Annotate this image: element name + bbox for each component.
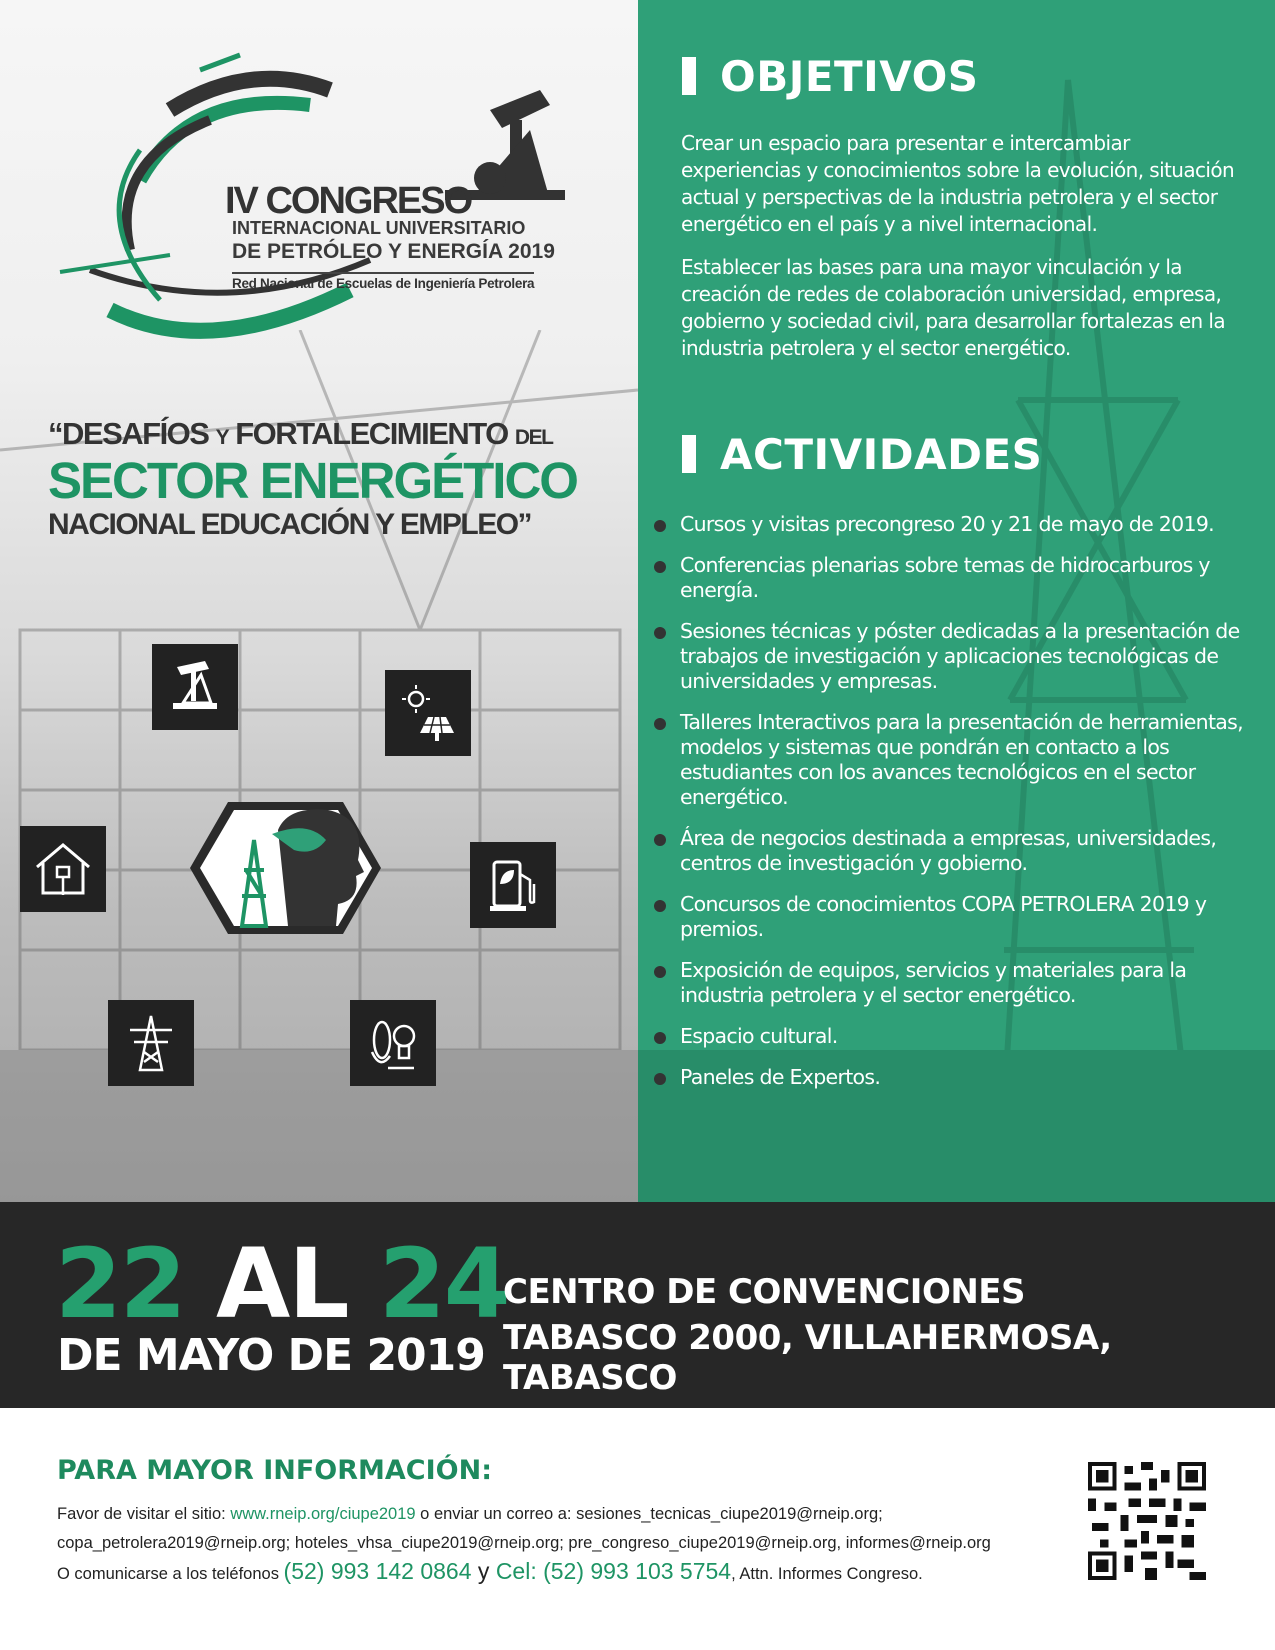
slogan-line-2: SECTOR ENERGÉTICO [48, 452, 577, 509]
info-email-text: o enviar un correo a: sesiones_tecnicas_ciupe2019@rneip.org; [415, 1505, 883, 1523]
venue-line-2: TABASCO 2000, VILLAHERMOSA, TABASCO [503, 1318, 1112, 1398]
list-item: Exposición de equipos, servicios y materiales para la industria petrolera y el sector energético. [654, 958, 1264, 1008]
actividades-title-text: ACTIVIDADES [720, 430, 1043, 479]
phone-1[interactable]: (52) 993 142 0864 [283, 1558, 472, 1584]
qr-code-icon[interactable] [1088, 1462, 1206, 1580]
date-month-year: DE MAYO DE 2019 [57, 1330, 485, 1381]
title-bar [682, 435, 696, 473]
website-link[interactable]: www.rneip.org/ciupe2019 [230, 1505, 416, 1523]
list-item: Concursos de conocimientos COPA PETROLERA 2019 y premios. [654, 892, 1264, 942]
slogan-word-del: DEL [514, 426, 553, 449]
venue-line-1: CENTRO DE CONVENCIONES [503, 1272, 1026, 1312]
list-item: Área de negocios destinada a empresas, universidades, centros de investigación y gobierno. [654, 826, 1264, 876]
logo-subtitle-2: DE PETRÓLEO Y ENERGÍA 2019 [232, 240, 555, 263]
slogan-word-fortalecimiento: FORTALECIMIENTO [235, 416, 508, 451]
congress-logo [50, 50, 610, 350]
list-item: Paneles de Expertos. [654, 1065, 1264, 1090]
info-conjunction: y [471, 1558, 496, 1584]
date-al: AL [216, 1228, 348, 1340]
slogan-word-y: Y [215, 426, 229, 449]
power-tower-icon [108, 1000, 194, 1086]
title-bar [682, 57, 696, 95]
list-item: Cursos y visitas precongreso 20 y 21 de mayo de 2019. [654, 512, 1264, 537]
oil-pump-icon [152, 644, 238, 730]
head-oil-derrick-icon [188, 800, 383, 936]
right-panel [638, 0, 1275, 1202]
list-item: Conferencias plenarias sobre temas de hidrocarburos y energía. [654, 553, 1264, 603]
event-dates [55, 1228, 509, 1340]
date-start: 22 [55, 1228, 185, 1340]
actividades-list [654, 512, 1264, 1106]
solar-panel-icon [385, 670, 471, 756]
objetivos-title [682, 52, 979, 101]
logo-subtitle-1: INTERNACIONAL UNIVERSITARIO [232, 218, 526, 238]
slogan-line-1 [48, 416, 628, 452]
info-line-3 [57, 1558, 923, 1585]
eco-fuel-station-icon [470, 842, 556, 928]
list-item: Sesiones técnicas y póster dedicadas a la presentación de trabajos de investigación y aplicaciones tecnológicas de universidades y empresas. [654, 619, 1264, 694]
smart-home-icon [20, 826, 106, 912]
slogan-word-desafios: “DESAFÍOS [48, 416, 209, 451]
info-phone-text: O comunicarse a los teléfonos [57, 1565, 284, 1583]
date-end: 24 [378, 1228, 509, 1340]
objetivo-paragraph-1: Crear un espacio para presentar e intercambiar experiencias y conocimientos sobre la evolución, situación actual y perspectivas de la industria petrolera y el sector energético en el país y a nivel internacional. [681, 131, 1235, 236]
objetivos-title-text: OBJETIVOS [720, 52, 979, 101]
logo-title: IV CONGRESO [225, 180, 472, 222]
list-item: Talleres Interactivos para la presentación de herramientas, modelos y sistemas que pondrán en contacto a los estudiantes con los avances tecnológicos en el sector energético. [654, 710, 1264, 810]
info-line-2: copa_petrolera2019@rneip.org; hoteles_vhsa_ciupe2019@rneip.org; pre_congreso_ciupe2019@rneip.org, informes@rneip.org [57, 1534, 991, 1552]
slogan [48, 416, 628, 542]
list-item: Espacio cultural. [654, 1024, 1264, 1049]
info-title: PARA MAYOR INFORMACIÓN: [57, 1455, 493, 1486]
corn-bulb-icon [350, 1000, 436, 1086]
info-visit-text: Favor de visitar el sitio: [57, 1505, 231, 1523]
logo-network: Red Nacional de Escuelas de Ingeniería Petrolera [232, 272, 534, 291]
phone-2[interactable]: Cel: (52) 993 103 5754 [495, 1558, 732, 1584]
objetivo-paragraph-2: Establecer las bases para una mayor vinculación y la creación de redes de colaboración universidad, empresa, gobierno y sociedad civil, para desarrollar fortalezas en la industria petrolera y el sector energético. [681, 255, 1226, 360]
slogan-line-3: NACIONAL EDUCACIÓN Y EMPLEO” [48, 508, 532, 541]
actividades-title [682, 430, 1042, 479]
info-line-1 [57, 1505, 883, 1524]
left-panel [0, 0, 638, 1202]
info-attn-text: , Attn. Informes Congreso. [731, 1565, 923, 1583]
